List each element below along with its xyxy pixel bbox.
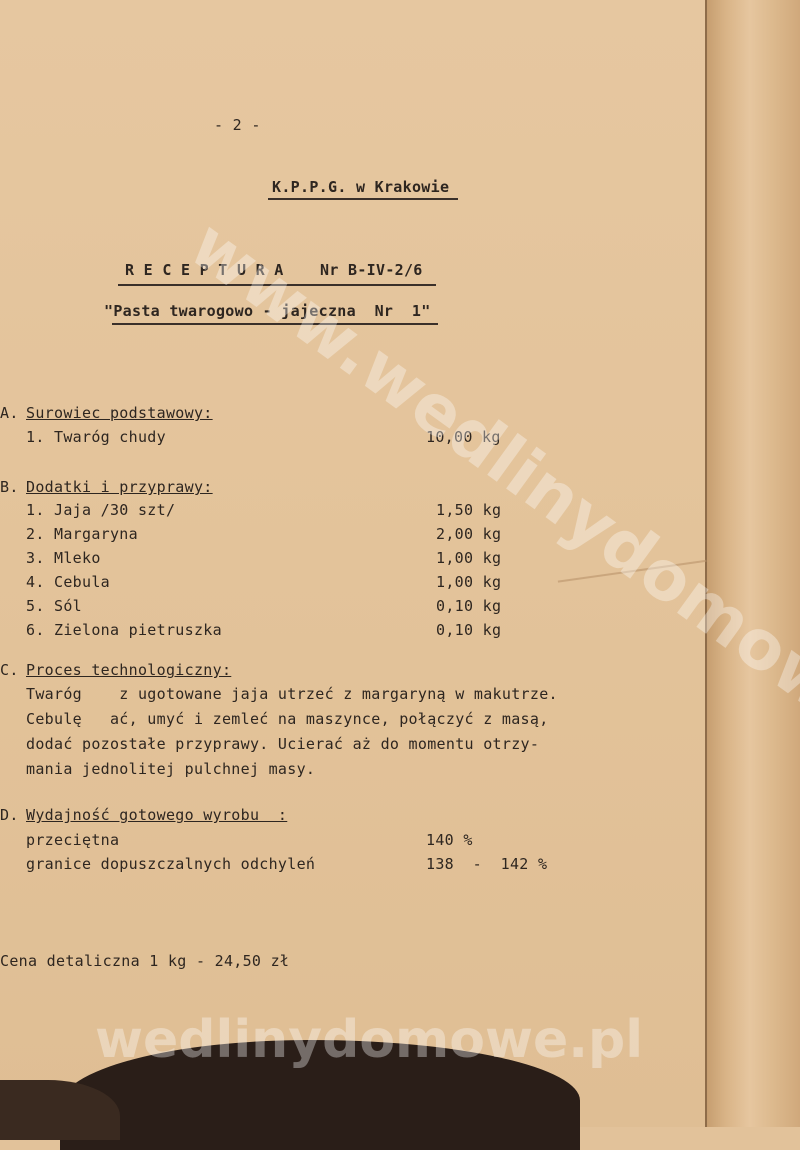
section-a-letter: A. [0, 404, 19, 422]
section-d-heading: Wydajność gotowego wyrobu : [26, 806, 288, 824]
watermark-bottom: wedlinydomowe.pl [95, 1010, 644, 1070]
item-name: 4. Cebula [26, 573, 110, 591]
page-fold [705, 0, 800, 1127]
process-line: Twaróg z ugotowane jaja utrzeć z margaryną w makutrze. [26, 685, 558, 703]
item-quantity: 1,50 kg [436, 501, 502, 519]
item-name: 1. Twaróg chudy [26, 428, 166, 446]
item-quantity: 0,10 kg [436, 621, 502, 639]
section-b-letter: B. [0, 478, 19, 496]
process-line: dodać pozostałe przyprawy. Ucierać aż do momentu otrzy- [26, 735, 540, 753]
item-quantity: 1,00 kg [436, 549, 502, 567]
yield-label: przeciętna [26, 831, 120, 849]
process-line: mania jednolitej pulchnej masy. [26, 760, 316, 778]
page-number: - 2 - [214, 116, 261, 134]
yield-label: granice dopuszczalnych odchyleń [26, 855, 316, 873]
section-d-letter: D. [0, 806, 19, 824]
retail-price: Cena detaliczna 1 kg - 24,50 zł [0, 952, 290, 970]
section-a-heading: Surowiec podstawowy: [26, 404, 213, 422]
section-c-letter: C. [0, 661, 19, 679]
organization-underline [268, 198, 458, 200]
yield-value: 138 - 142 % [426, 855, 548, 873]
yield-value: 140 % [426, 831, 473, 849]
process-line: Cebulę ać, umyć i zemleć na maszynce, połączyć z masą, [26, 710, 549, 728]
item-name: 2. Margaryna [26, 525, 138, 543]
organization: K.P.P.G. w Krakowie [272, 178, 450, 196]
recipe-title-number: Nr B-IV-2/6 [320, 261, 423, 279]
item-name: 3. Mleko [26, 549, 101, 567]
product-name: "Pasta twarogowo - jajeczna Nr 1" [104, 302, 431, 320]
recipe-title-label: R E C E P T U R A [125, 261, 284, 279]
item-quantity: 2,00 kg [436, 525, 502, 543]
item-quantity: 1,00 kg [436, 573, 502, 591]
item-name: 1. Jaja /30 szt/ [26, 501, 176, 519]
item-name: 5. Sól [26, 597, 82, 615]
item-quantity: 10,00 kg [426, 428, 501, 446]
item-name: 6. Zielona pietruszka [26, 621, 222, 639]
section-c-heading: Proces technologiczny: [26, 661, 232, 679]
section-b-heading: Dodatki i przyprawy: [26, 478, 213, 496]
item-quantity: 0,10 kg [436, 597, 502, 615]
